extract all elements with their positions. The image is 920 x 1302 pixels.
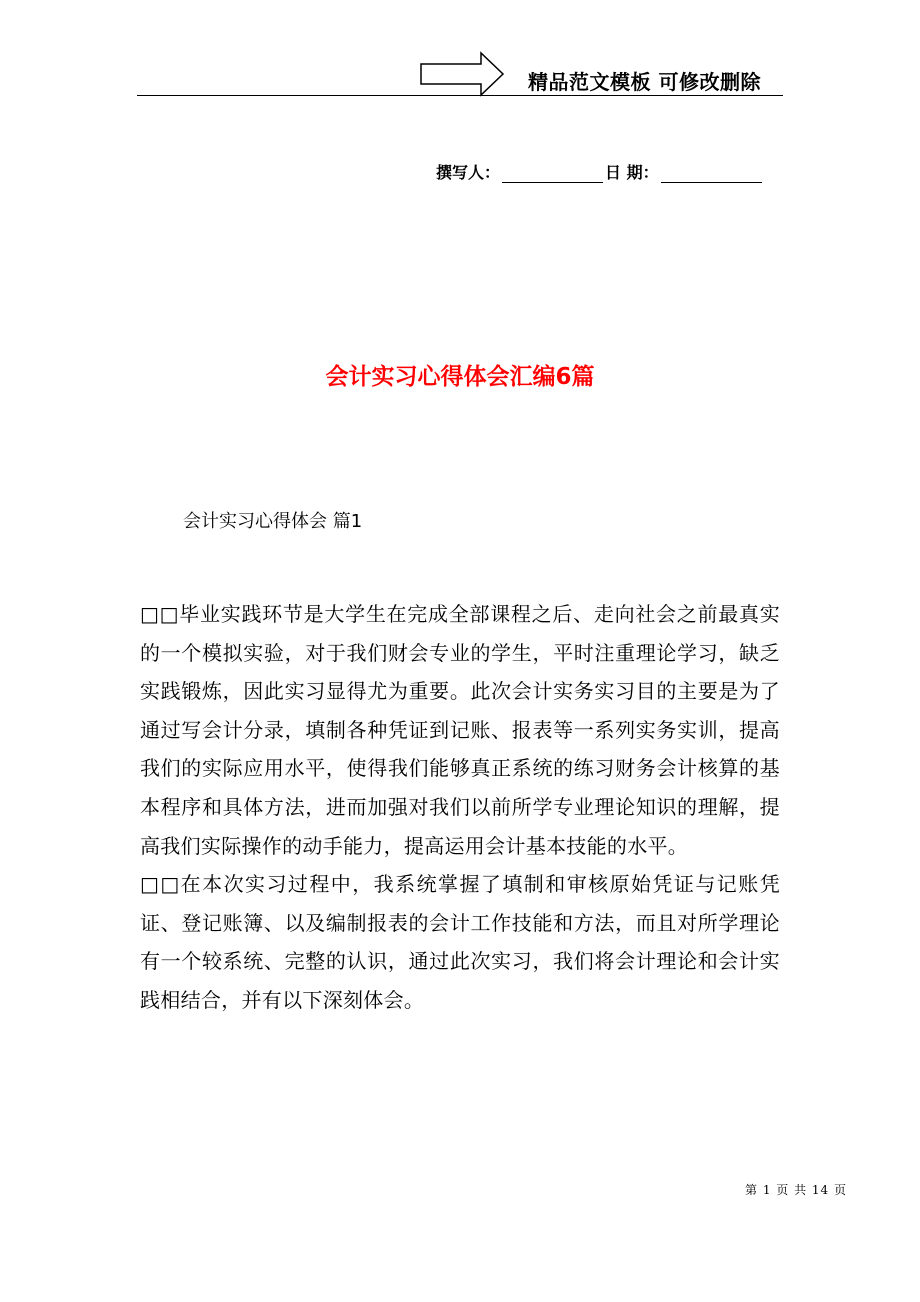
document-title: 会计实习心得体会汇编6篇: [325, 364, 595, 390]
author-label: 撰写人：: [436, 163, 501, 182]
arrow-right-icon: [419, 50, 505, 98]
date-label: 日 期：: [605, 163, 659, 182]
author-blank: [502, 164, 603, 183]
paragraph: □□在本次实习过程中，我系统掌握了填制和审核原始凭证与记账凭证、登记账簿、以及编制报表的会计工作技能和方法，而且对所学理论有一个较系统、完整的认识，通过此次实习，我们将会计理论和会计实践相结合，并有以下深刻体会。: [140, 872, 780, 1012]
section-title: 会计实习心得体会 篇1: [183, 511, 363, 532]
author-date-line: [436, 160, 764, 183]
date-blank: [661, 164, 762, 183]
paragraph: □□毕业实践环节是大学生在完成全部课程之后、走向社会之前最真实的一个模拟实验，对于我们财会专业的学生，平时注重理论学习，缺乏实践锻炼，因此实习显得尤为重要。此次会计实务实习目的主要是为了通过写会计分录，填制各种凭证到记账、报表等一系列实务实训，提高我们的实际应用水平，使得我们能够真正系统的练习财务会计核算的基本程序和具体方法，进而加强对我们以前所学专业理论知识的理解，提高我们实际操作的动手能力，提高运用会计基本技能的水平。: [140, 602, 780, 858]
header-label: 精品范文模板 可修改删除: [528, 70, 761, 94]
page-number: 第 1 页 共 14 页: [745, 1183, 847, 1197]
body-text: [140, 595, 780, 1020]
header-divider: [137, 95, 783, 96]
